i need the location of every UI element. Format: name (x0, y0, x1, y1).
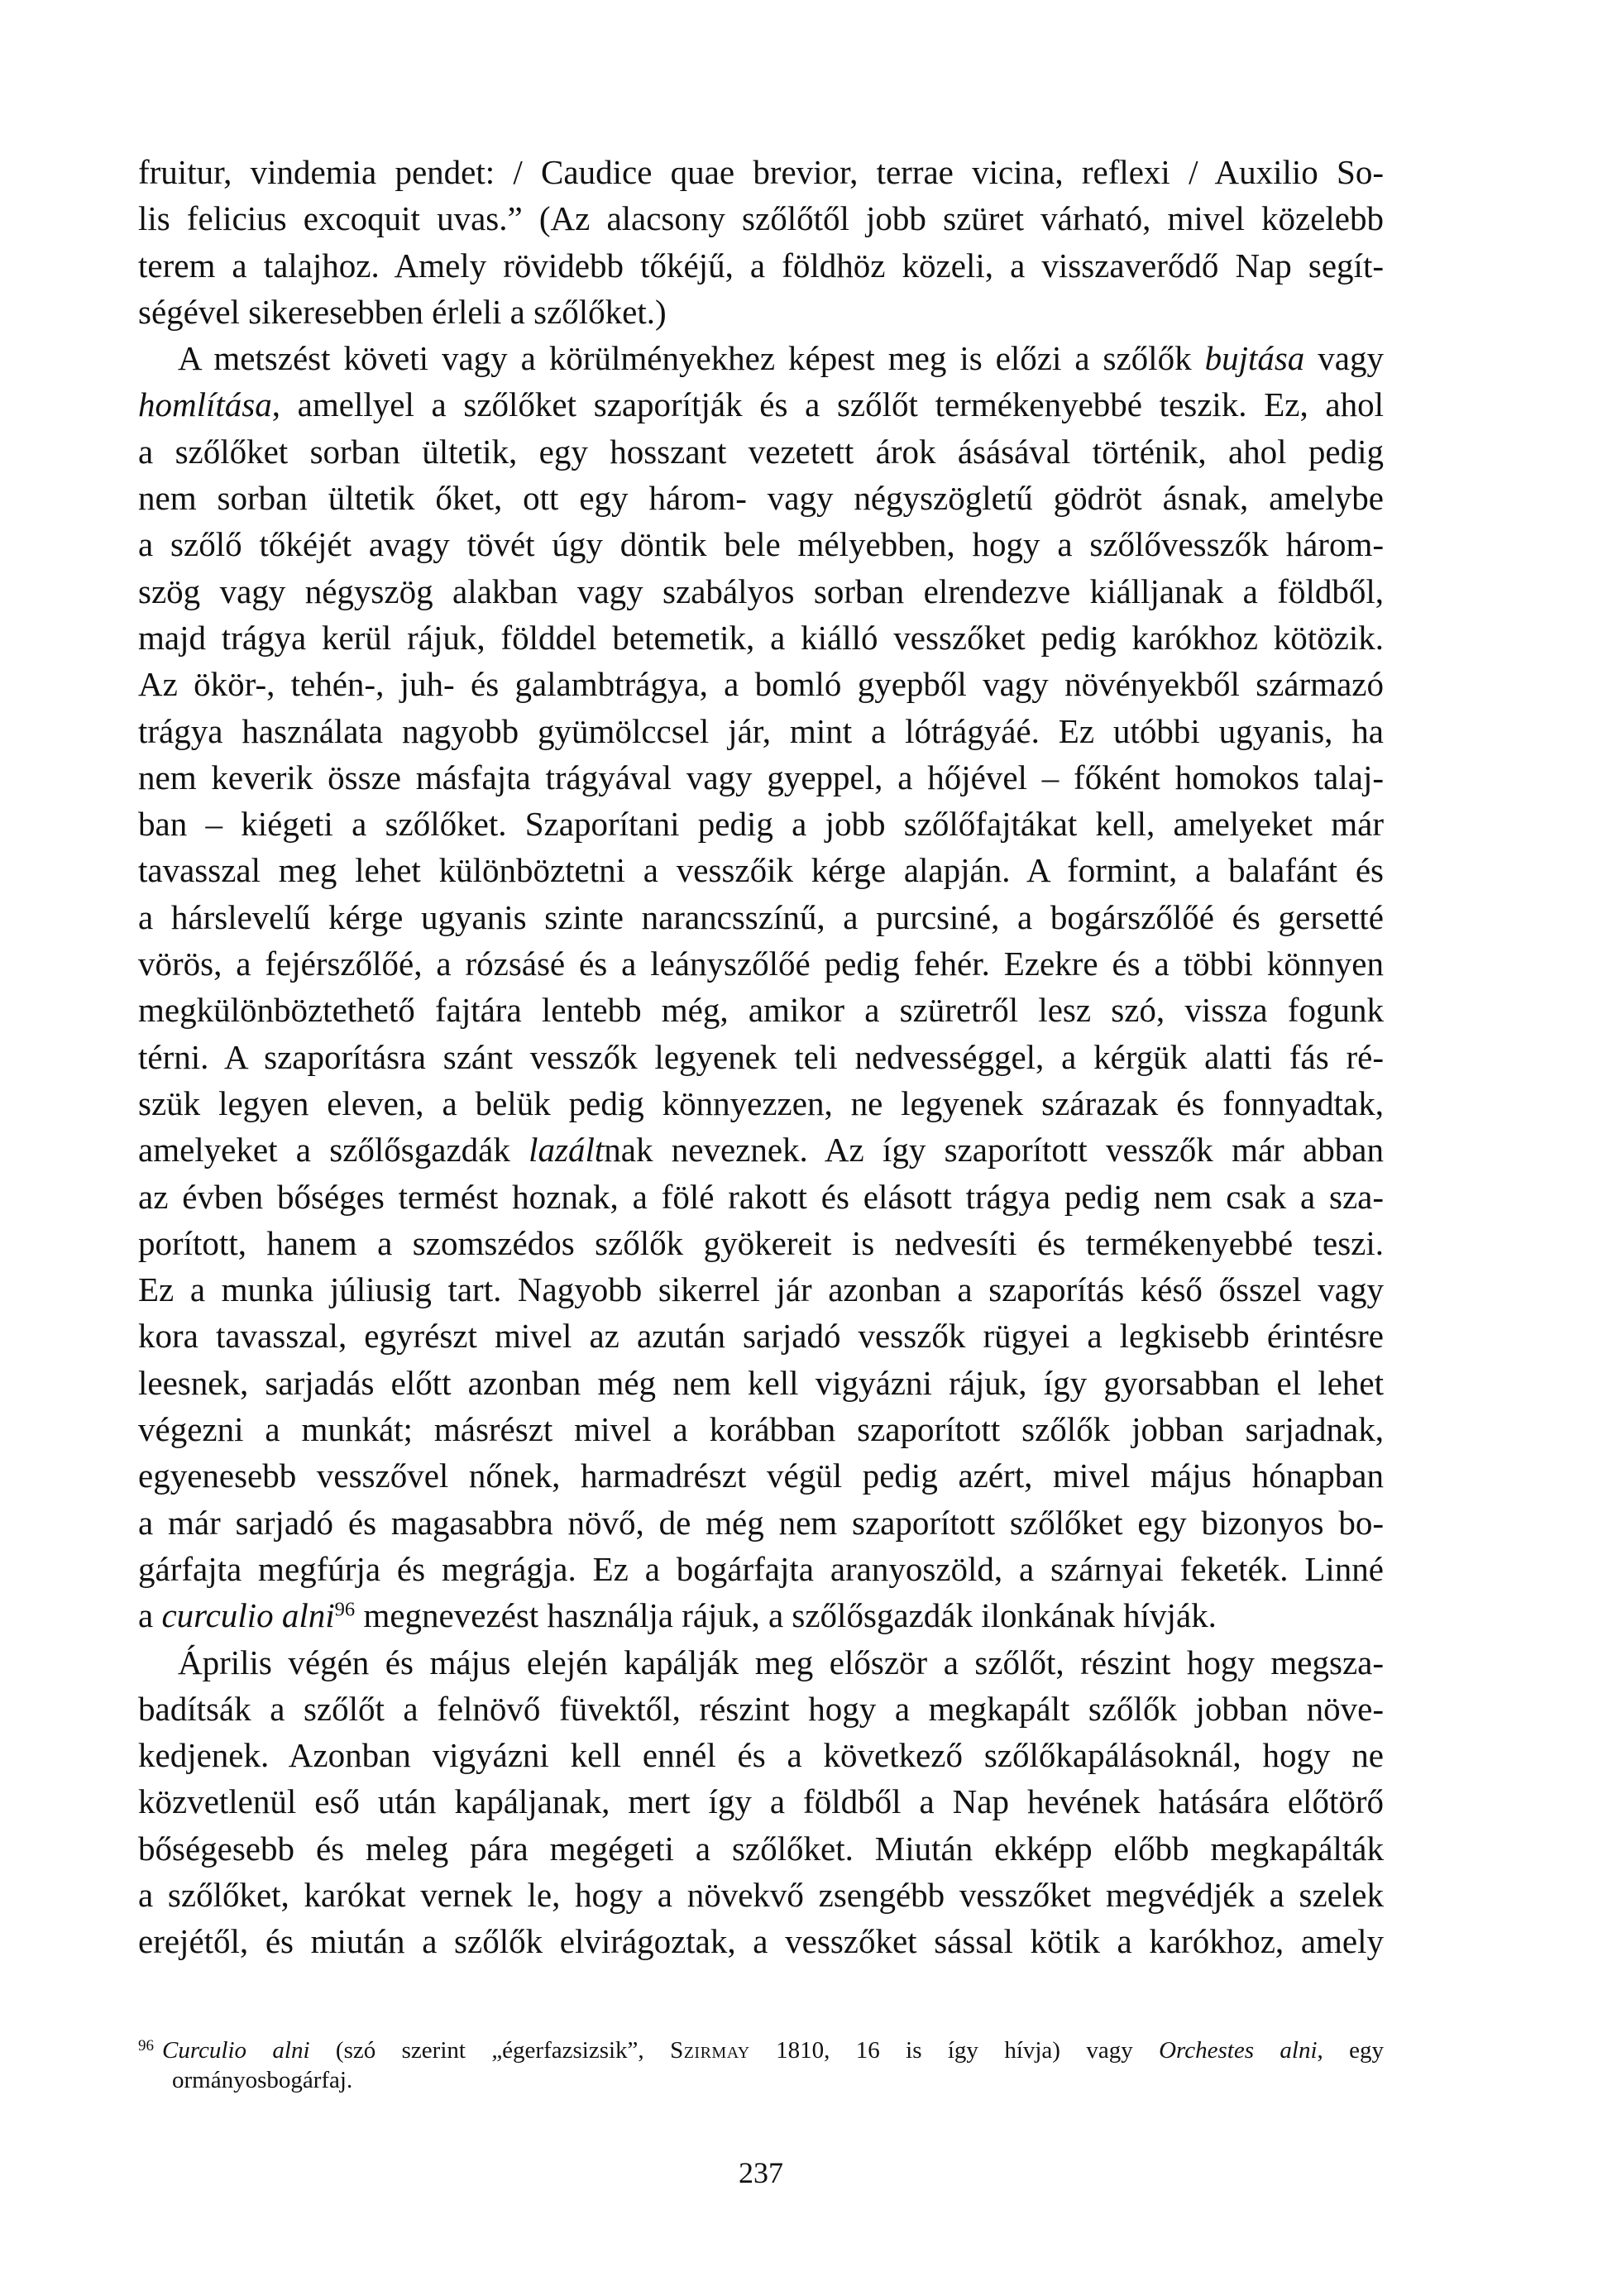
text-line (138, 195, 1384, 242)
text-line (138, 661, 1384, 707)
text-line (138, 521, 1384, 567)
text-run: A metszést követi vagy a körülményekhez képest meg is előzi a szőlők (178, 339, 1205, 378)
text-run: a (138, 1596, 162, 1635)
text-run: közvetlenül eső után kapáljanak, mert így a földből a Nap hevének hatására előtörő (138, 1782, 1384, 1821)
text-line (138, 568, 1384, 615)
text-line (138, 1174, 1384, 1220)
text-run: nem keverik össze másfajta trágyával vagy gyeppel, a hőjével – főként homokos talaj- (138, 758, 1384, 796)
text-run: kora tavasszal, egyrészt mivel az azután sarjadó vesszők rügyei a legkisebb érintésre (138, 1317, 1384, 1356)
author-name: Szirmay (670, 2037, 750, 2064)
text-run: szög vagy négyszög alakban vagy szabályos sorban elrendezve kiálljanak a földből, (138, 572, 1384, 610)
text-line (138, 1452, 1384, 1499)
text-run: , amellyel a szőlőket szaporítják és a szőlőt termékenyebbé teszik. Ez, ahol (271, 385, 1384, 424)
text-line (138, 381, 1384, 428)
text-run: nak neveznek. Az így szaporított vesszők már abban (604, 1131, 1385, 1170)
footnote-line (138, 2031, 1384, 2065)
text-line (138, 1918, 1384, 1964)
text-run: porított, hanem a szomszédos szőlők gyökereit is nedvesíti és termékenyebbé teszi. (138, 1223, 1384, 1262)
text-line (138, 847, 1384, 893)
text-line (138, 1500, 1384, 1546)
text-line (138, 149, 1384, 195)
text-line (138, 1080, 1384, 1126)
text-run: badítsák a szőlőt a felnövő füvektől, részint hogy a megkapált szőlők jobban növe- (138, 1689, 1384, 1728)
text-line (138, 289, 1384, 335)
footnote-reference: 96 (334, 1598, 356, 1621)
text-run: lis felicius excoquit uvas.” (Az alacsony szőlőtől jobb szüret várható, mivel közelebb (138, 199, 1384, 238)
text-run: amelyeket a szőlősgazdák (138, 1131, 529, 1170)
text-run: megnevezést használja rájuk, a szőlősgazdák ilonkának hívják. (355, 1596, 1217, 1635)
text-line (138, 335, 1384, 381)
text-line (138, 1639, 1384, 1686)
text-run: az évben bőséges termést hoznak, a fölé rakott és elásott trágya pedig nem csak a sza- (138, 1177, 1384, 1216)
text-run: végezni a munkát; másrészt mivel a korábban szaporított szőlők jobban sarjadnak, (138, 1410, 1384, 1449)
text-run: egyenesebb vesszővel nőnek, harmadrészt végül pedig azért, mivel május hónapban (138, 1457, 1384, 1495)
italic-term: lazált (529, 1131, 605, 1170)
page-number: 237 (739, 2156, 783, 2189)
italic-term: Orchestes alni (1159, 2037, 1318, 2064)
text-run: a már sarjadó és magasabbra növő, de még nem szaporított szőlőket egy bizonyos bo- (138, 1503, 1384, 1542)
text-run: ban – kiégeti a szőlőket. Szaporítani pedig a jobb szőlőfajtákat kell, amelyeket már (138, 805, 1384, 844)
body-text (138, 149, 1384, 1965)
text-run: bőségesebb és meleg pára megégeti a szőlőket. Miután ekképp előbb megkapálták (138, 1829, 1384, 1868)
text-run: vörös, a fejérszőlőé, a rózsásé és a leányszőlőé pedig fehér. Ezekre és a többi könnyen (138, 945, 1384, 983)
text-line (138, 1825, 1384, 1872)
text-line (138, 754, 1384, 801)
text-line (138, 1778, 1384, 1825)
text-line (138, 1220, 1384, 1266)
text-run: , egy (1317, 2037, 1385, 2064)
text-run: erejétől, és miután a szőlők elvirágoztak, a vesszőket sással kötik a karókhoz, amely (138, 1922, 1384, 1961)
text-run: a szőlő tőkéjét avagy tövét úgy döntik bele mélyebben, hogy a szőlővesszők három- (138, 525, 1384, 564)
text-line (138, 801, 1384, 847)
text-line (138, 242, 1384, 289)
text-run: fruitur, vindemia pendet: / Caudice quae brevior, terrae vicina, reflexi / Auxilio So- (138, 153, 1384, 191)
footnote (138, 2031, 1384, 2095)
text-line (138, 1732, 1384, 1778)
text-run: szük legyen eleven, a belük pedig könnyezzen, ne legyenek szárazak és fonnyadtak, (138, 1083, 1384, 1122)
text-run: Az ökör-, tehén-, juh- és galambtrágya, a bomló gyepből vagy növényekből származó (138, 665, 1384, 704)
text-line (138, 940, 1384, 987)
text-line (138, 428, 1384, 475)
text-line (138, 1266, 1384, 1313)
text-run: tavasszal meg lehet különböztetni a vesszőik kérge alapján. A formint, a balafánt és (138, 851, 1384, 890)
text-line (138, 894, 1384, 940)
text-line (138, 475, 1384, 521)
text-line (138, 1126, 1384, 1173)
text-run: térni. A szaporításra szánt vesszők legyenek teli nedvességgel, a kérgük alatti fás ré- (138, 1037, 1384, 1076)
text-run: 1810, 16 is így hívja) vagy (749, 2037, 1160, 2064)
text-run: majd trágya kerül rájuk, földdel betemetik, a kiálló vesszőket pedig karókhoz kötözik. (138, 618, 1384, 657)
text-run: (szó szerint „égerfazsizsik”, (309, 2037, 671, 2064)
text-line (138, 1360, 1384, 1406)
italic-term: curculio alni (161, 1596, 335, 1635)
text-line (138, 1686, 1384, 1732)
text-run: kedjenek. Azonban vigyázni kell ennél és a következő szőlőkapálásoknál, hogy ne (138, 1736, 1384, 1775)
text-run: vagy (1304, 339, 1384, 378)
text-run: gárfajta megfúrja és megrágja. Ez a bogárfajta aranyoszöld, a szárnyai feketék. Linné (138, 1549, 1384, 1588)
text-line (138, 1546, 1384, 1592)
text-run: nem sorban ültetik őket, ott egy három- vagy négyszögletű gödröt ásnak, amelybe (138, 479, 1384, 518)
text-line (138, 615, 1384, 661)
text-run: ormányosbogárfaj. (172, 2067, 353, 2093)
text-line (138, 1872, 1384, 1918)
footnote-marker: 96 (138, 2037, 154, 2054)
text-line (138, 1592, 1384, 1638)
text-run: Ez a munka júliusig tart. Nagyobb sikerrel jár azonban a szaporítás késő ősszel vagy (138, 1270, 1384, 1309)
text-run: ségével sikeresebben érleli a szőlőket.) (138, 292, 667, 331)
text-line (138, 708, 1384, 754)
italic-term: Curculio alni (162, 2037, 310, 2064)
text-run: a szőlőket, karókat vernek le, hogy a növekvő zsengébb vesszőket megvédjék a szelek (138, 1875, 1384, 1914)
text-line (138, 1034, 1384, 1080)
text-run: leesnek, sarjadás előtt azonban még nem kell vigyázni rájuk, így gyorsabban el lehet (138, 1363, 1384, 1402)
text-run: a szőlőket sorban ültetik, egy hosszant vezetett árok ásásával történik, ahol pedig (138, 432, 1384, 471)
italic-term: homlítása (138, 385, 272, 424)
text-run: terem a talajhoz. Amely rövidebb tőkéjű, a földhöz közeli, a visszaverődő Nap segít- (138, 246, 1384, 285)
text-run: megkülönböztethető fajtára lentebb még, amikor a szüretről lesz szó, vissza fogunk (138, 991, 1384, 1030)
text-line (138, 987, 1384, 1033)
footnote-line (138, 2065, 1384, 2095)
text-run: a hárslevelű kérge ugyanis szinte narancsszínű, a purcsiné, a bogárszőlőé és gersetté (138, 897, 1384, 936)
italic-term: bujtása (1204, 339, 1305, 378)
text-line (138, 1406, 1384, 1452)
text-run: trágya használata nagyobb gyümölccsel jár, mint a lótrágyáé. Ez utóbbi ugyanis, ha (138, 711, 1384, 750)
text-run: Április végén és május elején kapálják meg először a szőlőt, részint hogy megsza- (178, 1643, 1384, 1681)
text-line (138, 1313, 1384, 1359)
